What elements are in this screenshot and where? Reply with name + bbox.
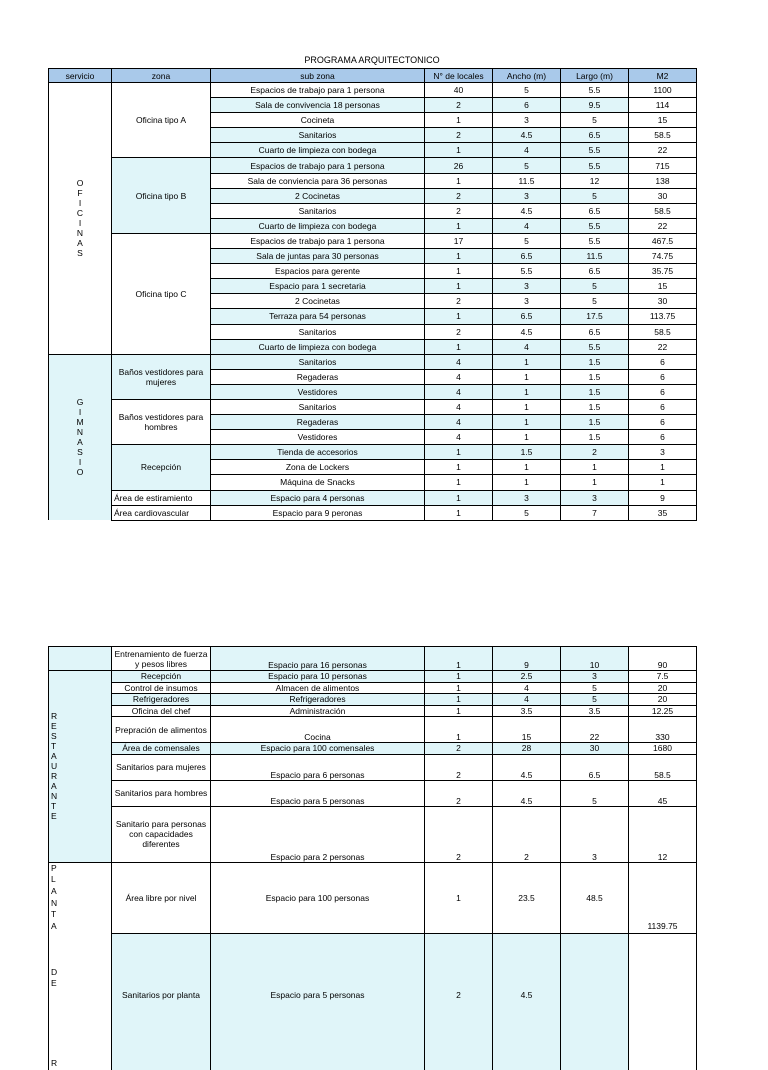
zona-cell: Sanitario para personas con capacidades diferentes — [112, 806, 211, 862]
sub-zona-cell: Espacios de trabajo para 1 persona — [211, 83, 425, 98]
table-row — [49, 233, 697, 248]
ancho-cell: 1.5 — [493, 445, 561, 460]
m2-cell: 1680 — [629, 743, 697, 755]
header-m2: M2 — [629, 69, 697, 83]
sub-zona-cell: Sanitarios — [211, 203, 425, 218]
table-row — [49, 490, 697, 505]
largo-cell: 12 — [561, 173, 629, 188]
ancho-cell: 5.5 — [493, 264, 561, 279]
m2-cell: 58.5 — [629, 203, 697, 218]
largo-cell: 5.5 — [561, 233, 629, 248]
locales-cell: 1 — [425, 647, 493, 671]
locales-cell: 26 — [425, 158, 493, 173]
ancho-cell: 5 — [493, 158, 561, 173]
zona-cell: Oficina tipo B — [112, 158, 211, 233]
sub-zona-cell: Espacios para gerente — [211, 264, 425, 279]
m2-cell: 58.5 — [629, 128, 697, 143]
locales-cell: 4 — [425, 369, 493, 384]
table-row — [49, 694, 697, 706]
ancho-cell: 4 — [493, 143, 561, 158]
m2-cell: 58.5 — [629, 754, 697, 780]
locales-cell: 4 — [425, 354, 493, 369]
zona-cell: Recepción — [112, 445, 211, 490]
m2-cell: 74.75 — [629, 249, 697, 264]
sub-zona-cell: Regaderas — [211, 415, 425, 430]
table-row — [49, 83, 697, 98]
m2-cell: 12.25 — [629, 705, 697, 717]
locales-cell: 2 — [425, 203, 493, 218]
locales-cell: 1 — [425, 490, 493, 505]
sub-zona-cell: Espacio para 5 personas — [211, 934, 425, 1070]
locales-cell: 2 — [425, 780, 493, 806]
largo-cell: 1.5 — [561, 369, 629, 384]
m2-cell: 45 — [629, 780, 697, 806]
ancho-cell: 28 — [493, 743, 561, 755]
largo-cell: 17.5 — [561, 309, 629, 324]
largo-cell: 5 — [561, 780, 629, 806]
zona-cell: Sanitarios para mujeres — [112, 754, 211, 780]
m2-cell: 30 — [629, 294, 697, 309]
zona-cell: Baños vestidores para mujeres — [112, 354, 211, 399]
sub-zona-cell: Cuarto de limpieza con bodega — [211, 218, 425, 233]
zona-cell: Recepción — [112, 671, 211, 683]
largo-cell: 30 — [561, 743, 629, 755]
ancho-cell: 5 — [493, 233, 561, 248]
m2-cell: 58.5 — [629, 324, 697, 339]
m2-cell: 35 — [629, 505, 697, 520]
program-table-bottom — [48, 646, 697, 1070]
header-largo: Largo (m) — [561, 69, 629, 83]
m2-cell: 12 — [629, 806, 697, 862]
locales-cell: 1 — [425, 249, 493, 264]
zona-cell: Área libre por nivel — [112, 862, 211, 934]
locales-cell: 1 — [425, 717, 493, 743]
locales-cell: 1 — [425, 264, 493, 279]
sub-zona-cell: Tienda de accesorios — [211, 445, 425, 460]
header-sub-zona: sub zona — [211, 69, 425, 83]
table-row — [49, 806, 697, 862]
ancho-cell: 4 — [493, 218, 561, 233]
servicio-gimnasio: G I M N A S I O — [49, 354, 112, 520]
zona-cell: Sanitarios por planta — [112, 934, 211, 1070]
largo-cell: 5 — [561, 113, 629, 128]
sub-zona-cell: Espacio para 5 personas — [211, 780, 425, 806]
zona-cell: Refrigeradores — [112, 694, 211, 706]
header-row — [49, 69, 697, 83]
locales-cell: 2 — [425, 294, 493, 309]
table-row — [49, 717, 697, 743]
sub-zona-cell: 2 Cocinetas — [211, 294, 425, 309]
locales-cell: 4 — [425, 415, 493, 430]
table-row — [49, 647, 697, 671]
largo-cell: 6.5 — [561, 128, 629, 143]
zona-cell: Baños vestidores para hombres — [112, 399, 211, 444]
ancho-cell: 3 — [493, 294, 561, 309]
table-row — [49, 399, 697, 414]
sub-zona-cell: Espacio para 100 comensales — [211, 743, 425, 755]
largo-cell: 7 — [561, 505, 629, 520]
m2-cell: 22 — [629, 339, 697, 354]
table-row — [49, 505, 697, 520]
locales-cell: 1 — [425, 445, 493, 460]
ancho-cell: 4 — [493, 694, 561, 706]
ancho-cell: 6.5 — [493, 249, 561, 264]
sub-zona-cell: Espacio para 6 personas — [211, 754, 425, 780]
largo-cell: 5.5 — [561, 218, 629, 233]
program-table-top — [48, 68, 697, 521]
sub-zona-cell: Espacio para 9 peronas — [211, 505, 425, 520]
largo-cell: 48.5 — [561, 862, 629, 934]
locales-cell: 1 — [425, 113, 493, 128]
m2-cell: 35.75 — [629, 264, 697, 279]
zona-cell: Oficina tipo C — [112, 233, 211, 354]
servicio-oficinas: O F I C I N A S — [49, 83, 112, 355]
ancho-cell: 1 — [493, 430, 561, 445]
largo-cell: 6.5 — [561, 324, 629, 339]
largo-cell: 5.5 — [561, 158, 629, 173]
m2-cell: 22 — [629, 143, 697, 158]
ancho-cell: 6 — [493, 98, 561, 113]
sub-zona-cell: Sala de juntas para 30 personas — [211, 249, 425, 264]
locales-cell: 2 — [425, 754, 493, 780]
m2-cell: 1 — [629, 460, 697, 475]
table-row — [49, 354, 697, 369]
ancho-cell: 3 — [493, 279, 561, 294]
m2-cell: 114 — [629, 98, 697, 113]
header-ancho: Ancho (m) — [493, 69, 561, 83]
locales-cell: 2 — [425, 934, 493, 1070]
sub-zona-cell: Cuarto de limpieza con bodega — [211, 143, 425, 158]
page-title: PROGRAMA ARQUITECTONICO — [304, 55, 440, 65]
locales-cell: 40 — [425, 83, 493, 98]
m2-cell: 20 — [629, 694, 697, 706]
ancho-cell: 3 — [493, 188, 561, 203]
sub-zona-cell: Espacios de trabajo para 1 persona — [211, 158, 425, 173]
ancho-cell: 3 — [493, 490, 561, 505]
m2-cell: 6 — [629, 354, 697, 369]
ancho-cell: 1 — [493, 354, 561, 369]
m2-cell: 6 — [629, 399, 697, 414]
table-row — [49, 743, 697, 755]
largo-cell: 2 — [561, 445, 629, 460]
m2-cell: 6 — [629, 384, 697, 399]
locales-cell: 1 — [425, 694, 493, 706]
locales-cell: 1 — [425, 862, 493, 934]
locales-cell: 2 — [425, 324, 493, 339]
m2-cell: 22 — [629, 218, 697, 233]
ancho-cell: 1 — [493, 415, 561, 430]
header-zona: zona — [112, 69, 211, 83]
largo-cell: 10 — [561, 647, 629, 671]
ancho-cell: 9 — [493, 647, 561, 671]
largo-cell: 3 — [561, 671, 629, 683]
m2-cell — [629, 934, 697, 1070]
largo-cell: 3.5 — [561, 705, 629, 717]
zona-cell: Área de estiramiento — [112, 490, 211, 505]
ancho-cell: 4 — [493, 682, 561, 694]
largo-cell: 6.5 — [561, 203, 629, 218]
m2-cell: 1139.75 — [629, 862, 697, 934]
sub-zona-cell: Sanitarios — [211, 324, 425, 339]
table-row — [49, 671, 697, 683]
largo-cell: 22 — [561, 717, 629, 743]
table-row — [49, 158, 697, 173]
locales-cell: 4 — [425, 384, 493, 399]
locales-cell: 1 — [425, 460, 493, 475]
m2-cell: 715 — [629, 158, 697, 173]
largo-cell: 5.5 — [561, 143, 629, 158]
header-servicio: servicio — [49, 69, 112, 83]
locales-cell: 2 — [425, 188, 493, 203]
servicio-planta: P L A N T A D E R — [49, 862, 112, 1070]
largo-cell: 1.5 — [561, 430, 629, 445]
m2-cell: 467.5 — [629, 233, 697, 248]
ancho-cell: 2 — [493, 806, 561, 862]
sub-zona-cell: Espacios de trabajo para 1 persona — [211, 233, 425, 248]
locales-cell: 1 — [425, 505, 493, 520]
ancho-cell: 11.5 — [493, 173, 561, 188]
sub-zona-cell: Cuarto de limpieza con bodega — [211, 339, 425, 354]
sub-zona-cell: Sala de convivencia 18 personas — [211, 98, 425, 113]
largo-cell: 1.5 — [561, 354, 629, 369]
largo-cell: 3 — [561, 490, 629, 505]
largo-cell: 1 — [561, 460, 629, 475]
locales-cell: 1 — [425, 218, 493, 233]
locales-cell: 1 — [425, 339, 493, 354]
m2-cell: 30 — [629, 188, 697, 203]
sub-zona-cell: Cocineta — [211, 113, 425, 128]
locales-cell: 4 — [425, 399, 493, 414]
locales-cell: 4 — [425, 430, 493, 445]
table-row — [49, 780, 697, 806]
sub-zona-cell: Refrigeradores — [211, 694, 425, 706]
m2-cell: 113.75 — [629, 309, 697, 324]
largo-cell — [561, 934, 629, 1070]
largo-cell: 5.5 — [561, 339, 629, 354]
servicio-restaurante: R E S T A U R A N T E — [49, 671, 112, 863]
m2-cell: 90 — [629, 647, 697, 671]
locales-cell: 1 — [425, 682, 493, 694]
largo-cell: 1 — [561, 475, 629, 490]
sub-zona-cell: Espacio para 10 personas — [211, 671, 425, 683]
table-row — [49, 682, 697, 694]
sub-zona-cell: Espacio para 4 personas — [211, 490, 425, 505]
table-row — [49, 445, 697, 460]
locales-cell: 2 — [425, 806, 493, 862]
locales-cell: 1 — [425, 173, 493, 188]
largo-cell: 5 — [561, 188, 629, 203]
sub-zona-cell: 2 Cocinetas — [211, 188, 425, 203]
largo-cell: 11.5 — [561, 249, 629, 264]
largo-cell: 6.5 — [561, 754, 629, 780]
ancho-cell: 15 — [493, 717, 561, 743]
m2-cell: 1 — [629, 475, 697, 490]
zona-cell: Oficina tipo A — [112, 83, 211, 158]
ancho-cell: 3 — [493, 113, 561, 128]
zona-cell: Entrenamiento de fuerza y pesos libres — [112, 647, 211, 671]
sub-zona-cell: Zona de Lockers — [211, 460, 425, 475]
zona-cell: Prepración de alimentos — [112, 717, 211, 743]
largo-cell: 5 — [561, 682, 629, 694]
ancho-cell: 1 — [493, 369, 561, 384]
m2-cell: 330 — [629, 717, 697, 743]
sub-zona-cell: Espacio para 16 personas — [211, 647, 425, 671]
ancho-cell: 1 — [493, 399, 561, 414]
sub-zona-cell: Espacio para 100 personas — [211, 862, 425, 934]
m2-cell: 138 — [629, 173, 697, 188]
m2-cell: 1100 — [629, 83, 697, 98]
sub-zona-cell: Sala de conviencia para 36 personas — [211, 173, 425, 188]
ancho-cell: 4.5 — [493, 754, 561, 780]
locales-cell: 1 — [425, 705, 493, 717]
ancho-cell: 5 — [493, 505, 561, 520]
m2-cell: 9 — [629, 490, 697, 505]
ancho-cell: 4.5 — [493, 934, 561, 1070]
largo-cell: 5 — [561, 694, 629, 706]
ancho-cell: 4.5 — [493, 780, 561, 806]
largo-cell: 1.5 — [561, 415, 629, 430]
ancho-cell: 6.5 — [493, 309, 561, 324]
ancho-cell: 2.5 — [493, 671, 561, 683]
largo-cell: 1.5 — [561, 399, 629, 414]
locales-cell: 1 — [425, 279, 493, 294]
largo-cell: 5.5 — [561, 83, 629, 98]
m2-cell: 3 — [629, 445, 697, 460]
servicio-gimnasio-cont — [49, 647, 112, 671]
sub-zona-cell: Vestidores — [211, 384, 425, 399]
zona-cell: Oficina del chef — [112, 705, 211, 717]
m2-cell: 6 — [629, 430, 697, 445]
m2-cell: 15 — [629, 279, 697, 294]
header-locales: N° de locales — [425, 69, 493, 83]
locales-cell: 1 — [425, 671, 493, 683]
m2-cell: 20 — [629, 682, 697, 694]
table-row — [49, 862, 697, 934]
sub-zona-cell: Espacio para 2 personas — [211, 806, 425, 862]
ancho-cell: 1 — [493, 475, 561, 490]
table-row — [49, 934, 697, 1070]
ancho-cell: 1 — [493, 384, 561, 399]
sub-zona-cell: Sanitarios — [211, 354, 425, 369]
largo-cell: 6.5 — [561, 264, 629, 279]
ancho-cell: 23.5 — [493, 862, 561, 934]
zona-cell: Control de insumos — [112, 682, 211, 694]
zona-cell: Área cardiovascular — [112, 505, 211, 520]
locales-cell: 17 — [425, 233, 493, 248]
locales-cell: 1 — [425, 309, 493, 324]
table-row — [49, 705, 697, 717]
ancho-cell: 1 — [493, 460, 561, 475]
largo-cell: 3 — [561, 806, 629, 862]
locales-cell: 2 — [425, 743, 493, 755]
largo-cell: 5 — [561, 279, 629, 294]
largo-cell: 5 — [561, 294, 629, 309]
locales-cell: 2 — [425, 128, 493, 143]
ancho-cell: 4.5 — [493, 203, 561, 218]
zona-cell: Área de comensales — [112, 743, 211, 755]
largo-cell: 1.5 — [561, 384, 629, 399]
sub-zona-cell: Almacen de alimentos — [211, 682, 425, 694]
sub-zona-cell: Sanitarios — [211, 128, 425, 143]
zona-cell: Sanitarios para hombres — [112, 780, 211, 806]
locales-cell: 2 — [425, 98, 493, 113]
table-row — [49, 754, 697, 780]
sub-zona-cell: Administración — [211, 705, 425, 717]
locales-cell: 1 — [425, 143, 493, 158]
ancho-cell: 4.5 — [493, 324, 561, 339]
sub-zona-cell: Sanitarios — [211, 399, 425, 414]
ancho-cell: 5 — [493, 83, 561, 98]
locales-cell: 1 — [425, 475, 493, 490]
ancho-cell: 4 — [493, 339, 561, 354]
m2-cell: 15 — [629, 113, 697, 128]
sub-zona-cell: Cocina — [211, 717, 425, 743]
sub-zona-cell: Regaderas — [211, 369, 425, 384]
sub-zona-cell: Máquina de Snacks — [211, 475, 425, 490]
ancho-cell: 3.5 — [493, 705, 561, 717]
sub-zona-cell: Terraza para 54 personas — [211, 309, 425, 324]
m2-cell: 7.5 — [629, 671, 697, 683]
sub-zona-cell: Vestidores — [211, 430, 425, 445]
m2-cell: 6 — [629, 369, 697, 384]
largo-cell: 9.5 — [561, 98, 629, 113]
ancho-cell: 4.5 — [493, 128, 561, 143]
m2-cell: 6 — [629, 415, 697, 430]
sub-zona-cell: Espacio para 1 secretaria — [211, 279, 425, 294]
